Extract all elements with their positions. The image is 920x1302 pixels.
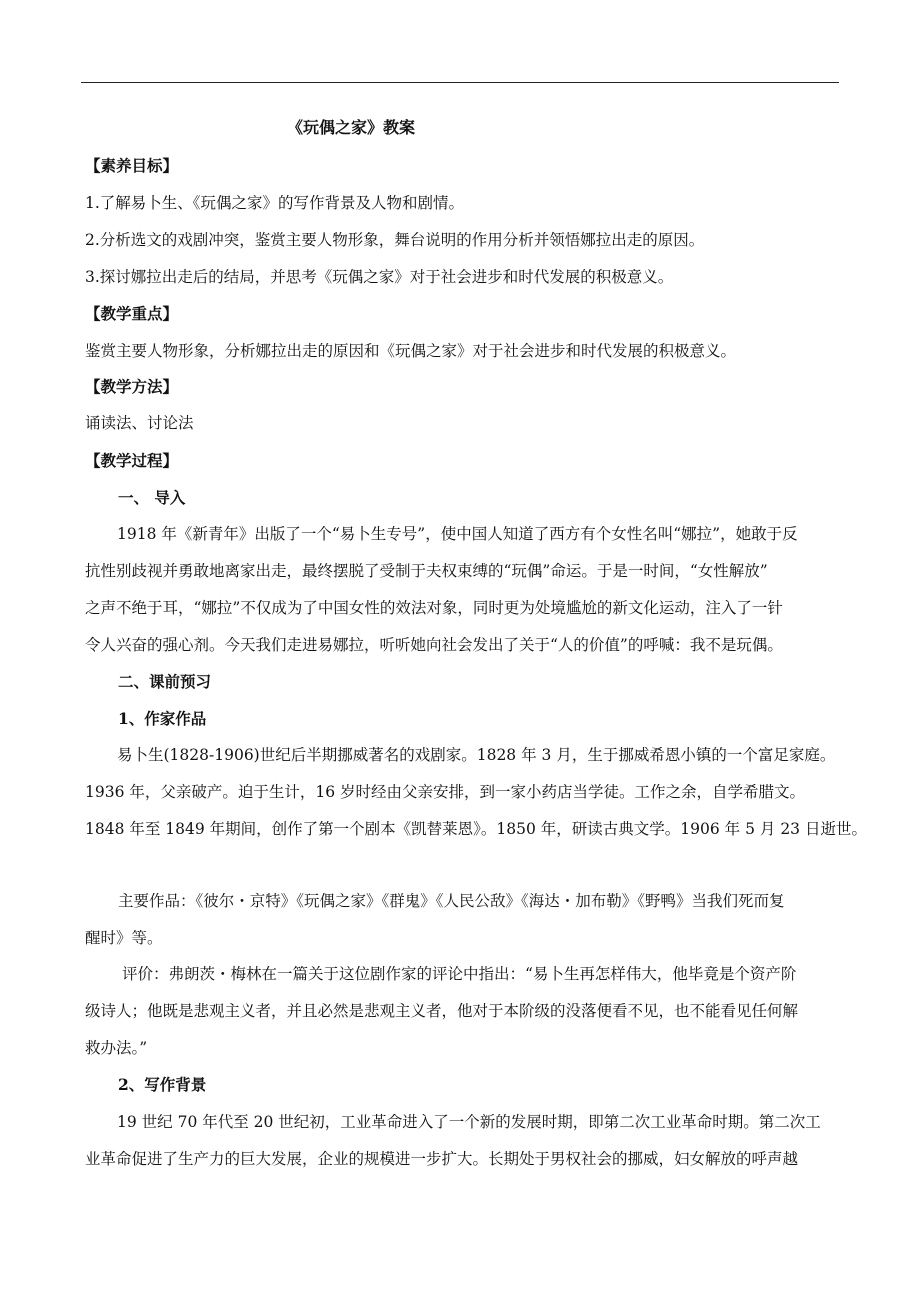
paragraph-line: 易卜生(1828-1906)世纪后半期挪威著名的戏剧家。1828 年 3 月，生于挪威希恩小镇的一个富足家庭。: [117, 746, 836, 764]
paragraph-line: 醒时》等。: [85, 929, 163, 947]
method-text: 诵读法、讨论法: [85, 414, 194, 432]
sub2-heading: 2、写作背景: [118, 1075, 207, 1094]
method-heading: 【教学方法】: [85, 377, 179, 396]
paragraph-line: 抗性别歧视并勇敢地离家出走，最终摆脱了受制于夫权束缚的“玩偶”命运。于是一时间，“女性解放”: [85, 562, 768, 580]
sub1-heading: 1、作家作品: [118, 709, 207, 728]
process-heading: 【教学过程】: [85, 451, 179, 470]
paragraph-line: 1936 年，父亲破产。迫于生计，16 岁时经由父亲安排，到一家小药店当学徒。工作之余，自学希腊文。: [85, 783, 806, 801]
paragraph-line: 业革命促进了生产力的巨大发展，企业的规模进一步扩大。长期处于男权社会的挪威，妇女解放的呼声越: [85, 1150, 799, 1168]
paragraph-line: 主要作品：《彼尔・京特》《玩偶之家》《群鬼》《人民公敌》《海达・加布勒》《野鸭》当我们死而复: [118, 892, 785, 910]
goals-heading: 【素养目标】: [85, 156, 179, 175]
focus-text: 鉴赏主要人物形象，分析娜拉出走的原因和《玩偶之家》对于社会进步和时代发展的积极意义。: [85, 342, 737, 360]
focus-heading: 【教学重点】: [85, 304, 179, 323]
paragraph-line: 1918 年《新青年》出版了一个“易卜生专号”，使中国人知道了西方有个女性名叫“娜拉”，她敢于反: [117, 525, 798, 543]
part1-heading: 一、 导入: [118, 488, 186, 507]
document-title: 《玩偶之家》教案: [287, 118, 416, 137]
goal-item: 3.探讨娜拉出走后的结局，并思考《玩偶之家》对于社会进步和时代发展的积极意义。: [85, 268, 674, 286]
paragraph-line: 1848 年至 1849 年期间，创作了第一个剧本《凯替莱恩》。1850 年，研读古典文学。1906 年 5 月 23 日逝世。: [85, 820, 867, 838]
header-rule: [81, 82, 839, 83]
paragraph-line: 级诗人；他既是悲观主义者，并且必然是悲观主义者，他对于本阶级的没落便看不见，也不能看见任何解: [85, 1002, 799, 1020]
part2-heading: 二、课前预习: [118, 672, 212, 691]
paragraph-line: 救办法。”: [85, 1039, 148, 1057]
paragraph-line: 评价：弗朗茨・梅林在一篇关于这位剧作家的评论中指出：“易卜生再怎样伟大，他毕竟是个资产阶: [122, 965, 797, 983]
paragraph-line: 19 世纪 70 年代至 20 世纪初，工业革命进入了一个新的发展时期，即第二次工业革命时期。第二次工: [117, 1113, 821, 1131]
goal-item: 1.了解易卜生、《玩偶之家》的写作背景及人物和剧情。: [85, 194, 465, 212]
paragraph-line: 之声不绝于耳，“娜拉”不仅成为了中国女性的效法对象，同时更为处境尴尬的新文化运动，注入了一针: [85, 599, 783, 617]
goal-item: 2.分析选文的戏剧冲突，鉴赏主要人物形象，舞台说明的作用分析并领悟娜拉出走的原因。: [85, 231, 705, 249]
paragraph-line: 令人兴奋的强心剂。今天我们走进易娜拉，听听她向社会发出了关于“人的价值”的呼喊：我不是玩偶。: [85, 636, 783, 654]
